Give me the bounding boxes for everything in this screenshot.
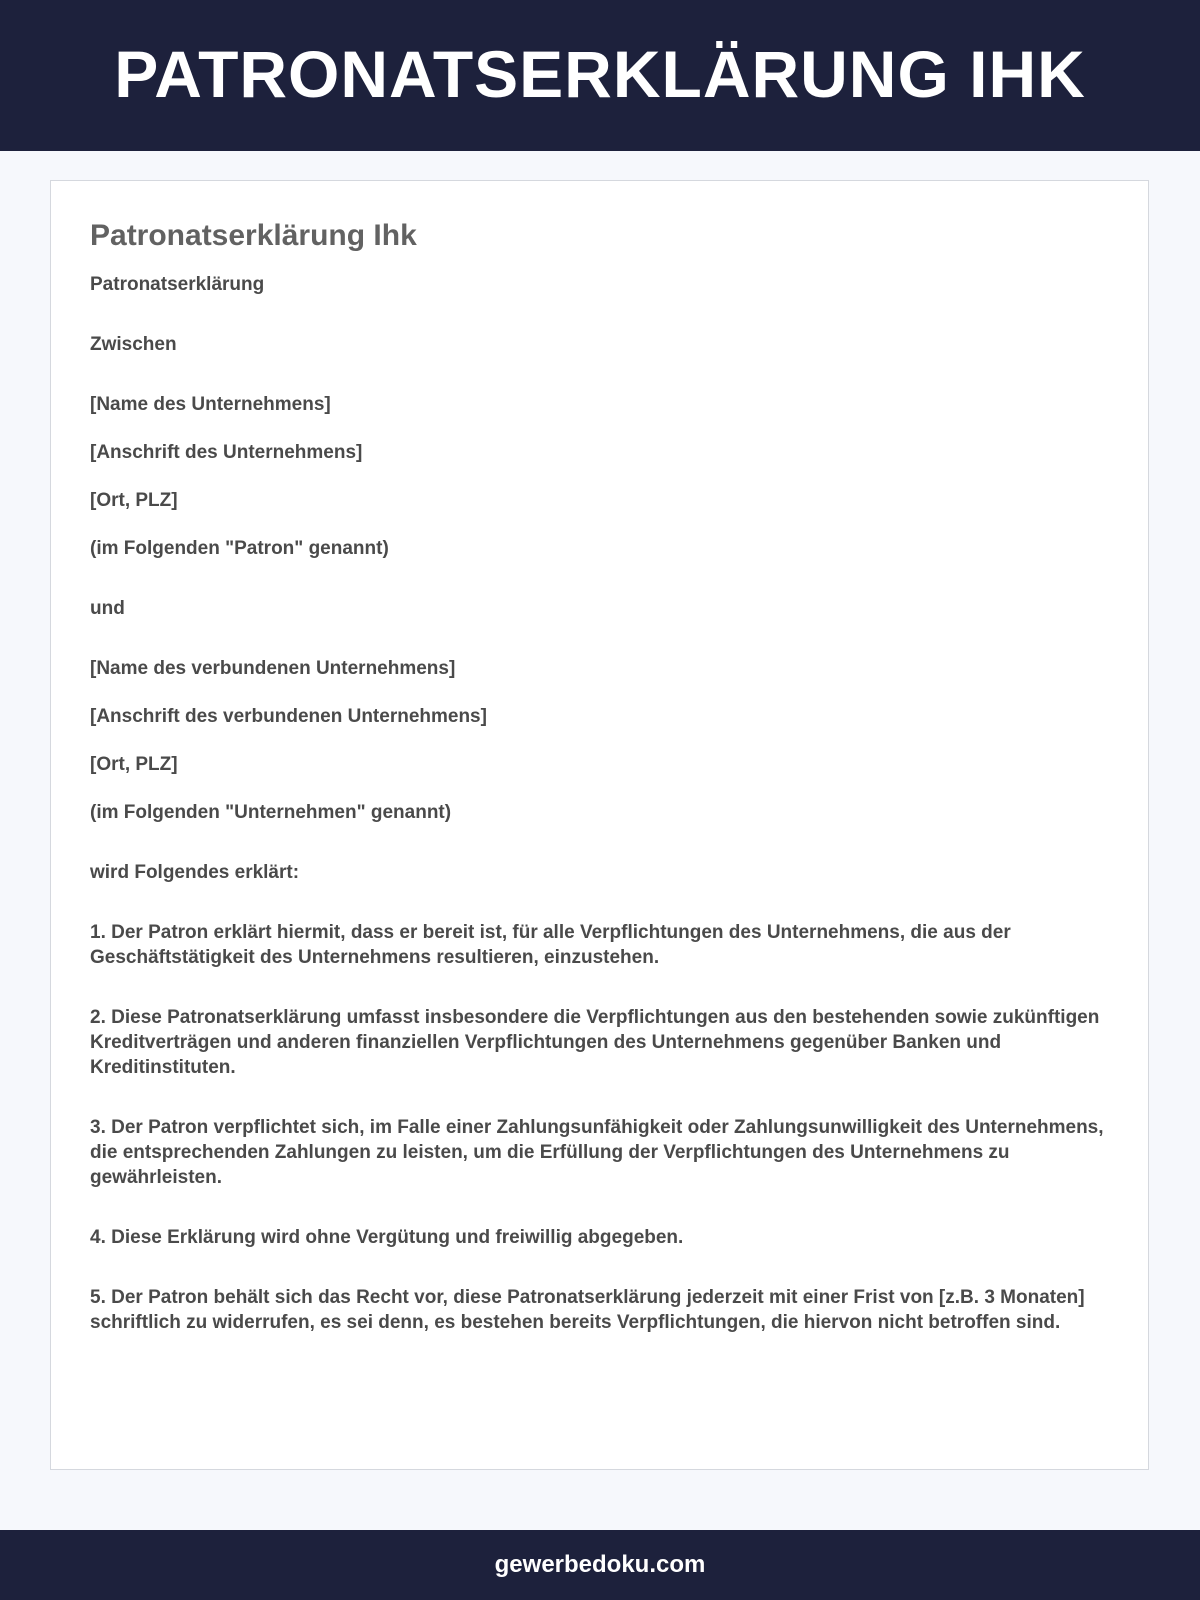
footer-site-name: gewerbedoku.com xyxy=(494,1551,706,1578)
clause-2: 2. Diese Patronatserklärung umfasst insbesondere die Verpflichtungen aus den bestehenden sowie zukünftigen Kreditverträgen und anderen finanziellen Verpflichtungen des Unternehmens gegenüber Banken und Kreditinstituten. xyxy=(90,1007,1100,1078)
company-city: [Ort, PLZ] xyxy=(90,754,178,775)
patron-city: [Ort, PLZ] xyxy=(90,490,178,511)
document-card xyxy=(50,180,1149,1470)
intro-text: wird Folgendes erklärt: xyxy=(90,862,300,883)
company-alias: (im Folgenden "Unternehmen" genannt) xyxy=(90,802,452,823)
and-label: und xyxy=(90,598,125,619)
patron-address: [Anschrift des Unternehmens] xyxy=(90,442,363,463)
clause-5: 5. Der Patron behält sich das Recht vor, diese Patronatserklärung jederzeit mit einer Frist von [z.B. 3 Monaten] schriftlich zu widerrufen, es sei denn, es bestehen bereits Verpflichtungen, die hiervon nicht betroffen sind. xyxy=(90,1287,1085,1333)
company-name: [Name des verbundenen Unternehmens] xyxy=(90,658,456,679)
clause-3: 3. Der Patron verpflichtet sich, im Falle einer Zahlungsunfähigkeit oder Zahlungsunwilligkeit des Unternehmens, die entsprechenden Zahlungen zu leisten, um die Erfüllung der Verpflichtungen des Unternehmens zu gewährleisten. xyxy=(90,1117,1104,1188)
document-body xyxy=(90,272,1109,1335)
between-label: Zwischen xyxy=(90,334,177,355)
company-address: [Anschrift des verbundenen Unternehmens] xyxy=(90,706,487,727)
page-footer xyxy=(0,1530,1200,1600)
document-heading: Patronatserklärung xyxy=(90,274,265,295)
patron-alias: (im Folgenden "Patron" genannt) xyxy=(90,538,389,559)
page-banner-title: PATRONATSERKLÄRUNG IHK xyxy=(114,36,1086,111)
clause-4: 4. Diese Erklärung wird ohne Vergütung und freiwillig abgegeben. xyxy=(90,1227,684,1248)
document-title: Patronatserklärung Ihk xyxy=(90,219,417,252)
page-header xyxy=(0,0,1200,151)
patron-name: [Name des Unternehmens] xyxy=(90,394,331,415)
clause-1: 1. Der Patron erklärt hiermit, dass er bereit ist, für alle Verpflichtungen des Unternehmens, die aus der Geschäftstätigkeit des Unternehmens resultieren, einzustehen. xyxy=(90,922,1011,968)
